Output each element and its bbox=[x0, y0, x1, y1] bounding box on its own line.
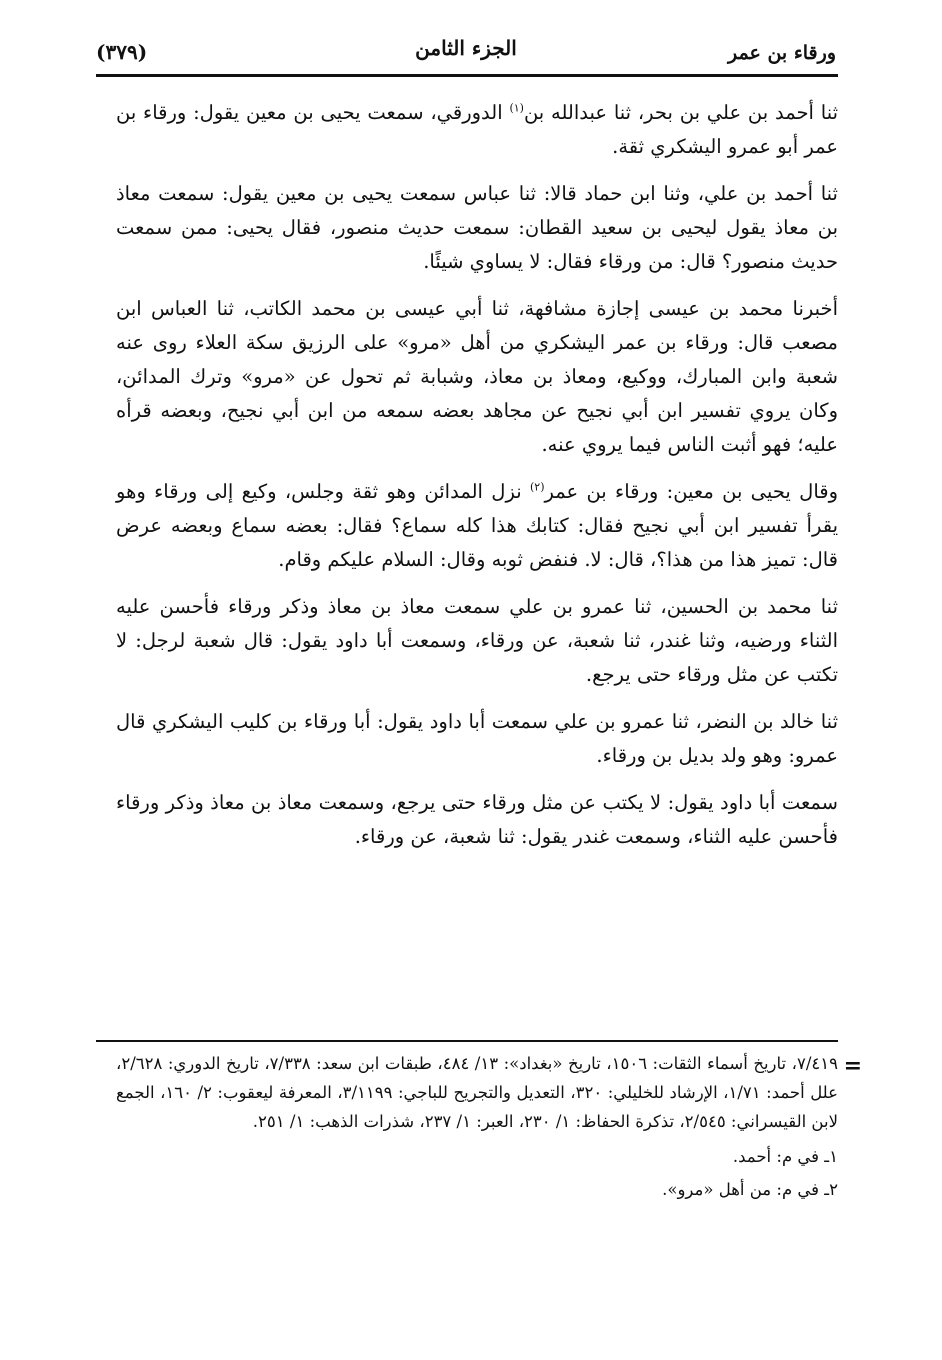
footnote-sources: ٧/٤١٩، تاريخ أسماء الثقات: ١٥٠٦، تاريخ «بغداد»: ١٣/ ٤٨٤، طبقات ابن سعد: ٧/٣٣٨، تاريخ الدوري: ٢/٦٢٨، علل أحمد: ١/٧١، الإرشاد للخليلي: ٣٢٠، التعديل والتجريح للباجي: ٣/١١٩٩، المعرفة ليعقوب: ٢/ ١٦٠، الجمع لابن القيسراني: ٢/٥٤٥، تذكرة الحفاظ: ١/ ٢٣٠، العبر: ١/ ٢٣٧، شذرات الذهب: ١/ ٢٥١. bbox=[116, 1054, 838, 1131]
paragraph-4-text-b: نزل المدائن وهو ثقة وجلس، وكيع إلى ورقاء وهو يقرأ تفسير ابن أبي نجيح فقال: كتابك هذا كله سماع؟ فقال: بعضه سماع وبعضه عرض قال: تميز هذا من هذا؟، قال: لا. فنفض ثوبه وقال: السلام عليكم وقام. bbox=[116, 480, 838, 571]
paragraph-1-text-b: الدورقي، سمعت يحيى بن معين يقول: ورقاء بن عمر أبو عمرو اليشكري ثقة. bbox=[116, 101, 838, 158]
footnote-ref-2: (٢) bbox=[529, 480, 545, 494]
paragraph-3: أخبرنا محمد بن عيسى إجازة مشافهة، ثنا أبي عيسى بن محمد الكاتب، ثنا العباس ابن مصعب قال: ورقاء بن عمر اليشكري من أهل «مرو» على الرزيق سكة العلاء روى عنه شعبة وابن المبارك، ووكيع، ومعاذ بن معاذ، وشبابة ثم تحول عن «مرو» وترك المدائن، وكان يروي تفسير ابن أبي نجيح عن مجاهد بعضه سمعه من ابن أبي نجيح، وبعضه قرأه عليه؛ فهو أثبت الناس فيما يروي عنه. bbox=[116, 297, 838, 456]
paragraph-2: ثنا أحمد بن علي، وثنا ابن حماد قالا: ثنا عباس سمعت يحيى بن معين يقول: سمعت معاذ بن معاذ يقول ليحيى بن سعيد القطان: سمعت حديث منصور، فقال يحيى: ممن سمعت حديث منصور؟ قال: من ورقاء فقال: لا يساوي شيئًا. bbox=[116, 182, 838, 273]
part-title: الجزء الثامن bbox=[415, 36, 517, 60]
paragraph-6: ثنا خالد بن النضر، ثنا عمرو بن علي سمعت أبا داود يقول: أبا ورقاء بن كليب اليشكري قال عمرو: وهو ولد بديل بن ورقاء. bbox=[116, 710, 838, 767]
paragraph-4-text-a: وقال يحيى بن معين: ورقاء بن عمر bbox=[544, 480, 838, 503]
paragraph-5: ثنا محمد بن الحسين، ثنا عمرو بن علي سمعت معاذ بن معاذ وذكر ورقاء فأحسن عليه الثناء ورضيه، وثنا غندر، ثنا شعبة، عن ورقاء، وسمعت أبا داود يقول: قال شعبة لرجل: لا تكتب عن مثل ورقاء حتى يرجع. bbox=[116, 595, 838, 686]
paragraph-1 bbox=[116, 96, 838, 164]
running-head: ورقاء بن عمر bbox=[728, 42, 836, 64]
main-text bbox=[116, 96, 838, 854]
footnote-rule bbox=[96, 1040, 838, 1042]
footnote-1: ١ـ في م: أحمد. bbox=[732, 1147, 838, 1166]
paragraph-7: سمعت أبا داود يقول: لا يكتب عن مثل ورقاء حتى يرجع، وسمعت معاذ بن معاذ وذكر ورقاء فأحسن عليه الثناء، وسمعت غندر يقول: ثنا شعبة، عن ورقاء. bbox=[116, 791, 838, 848]
footnote-2: ٢ـ في م: من أهل «مرو». bbox=[662, 1180, 838, 1199]
header-rule bbox=[96, 74, 838, 77]
footnote-ref-1: (١) bbox=[509, 101, 524, 115]
footnotes bbox=[116, 1049, 862, 1208]
page-header bbox=[96, 34, 836, 74]
paragraph-4 bbox=[116, 475, 838, 577]
paragraph-1-text-a: ثنا أحمد بن علي بن بحر، ثنا عبدالله بن bbox=[523, 101, 839, 124]
continuation-mark: = bbox=[843, 1053, 862, 1079]
page-number: (٣٧٩) bbox=[96, 40, 148, 64]
